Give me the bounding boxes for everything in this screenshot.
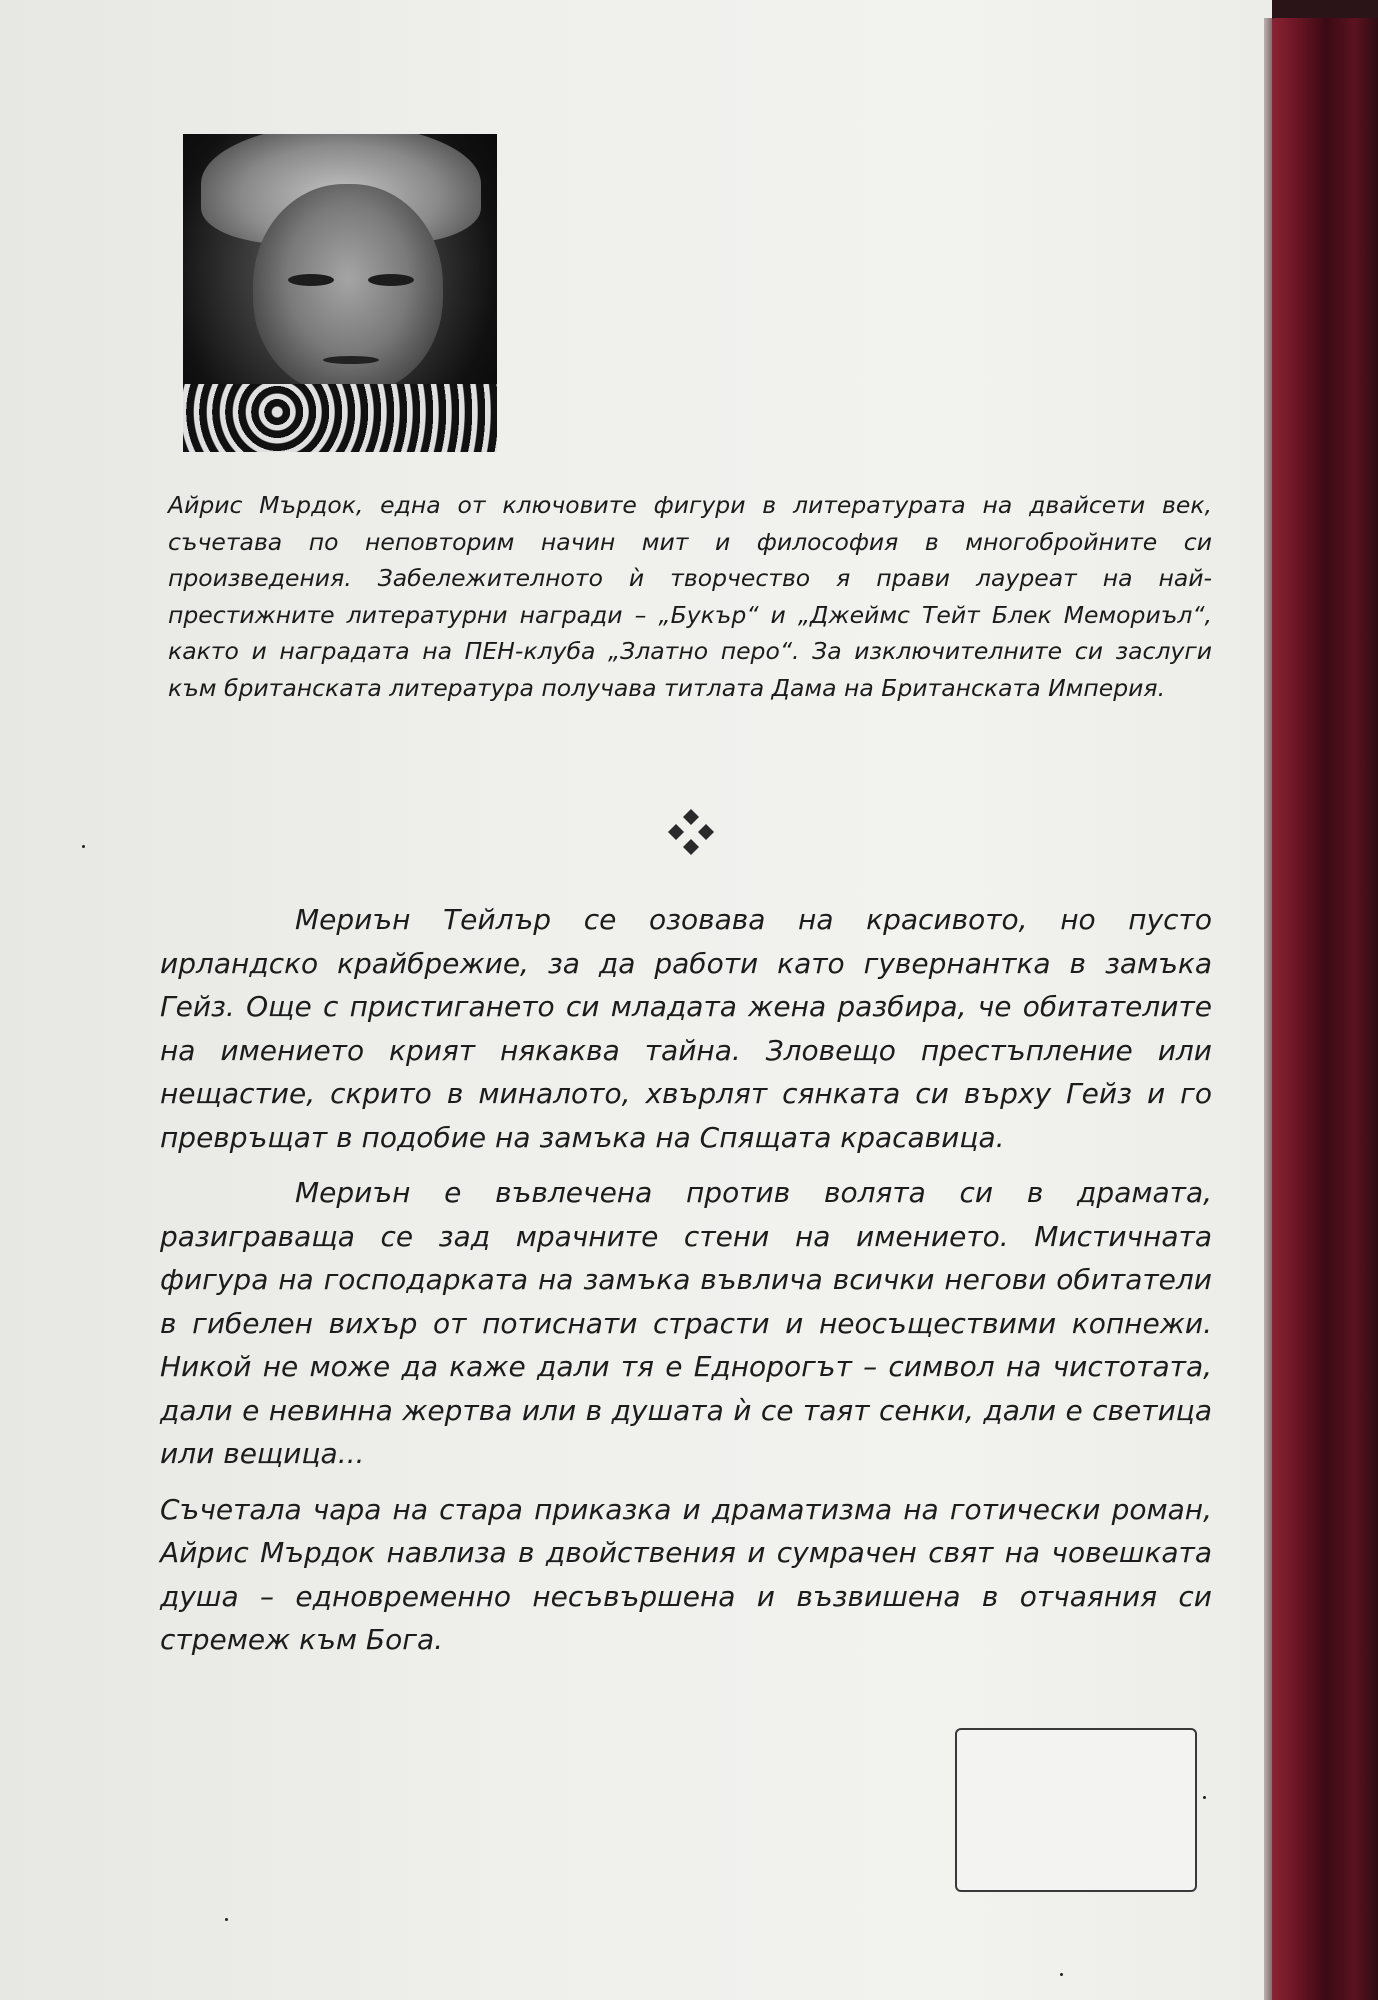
author-photo (183, 134, 497, 452)
author-photo-eye-left (288, 274, 334, 286)
dust-speck (225, 1918, 228, 1921)
summary-paragraph-1: Мериън Тейлър се озовава на красивото, но пусто ирландско крайбрежие, за да работи като гувернантка в замъка Гейз. Още с пристигането си младата жена разбира, че обитателите на имението крият някаква тайна. Зловещо престъпление или нещастие, скрито в миналото, хвърлят сянката си върху Гейз и го превръщат в подобие на замъка на Спящата красавица. (160, 903, 1212, 1154)
author-photo-collar (183, 384, 497, 452)
summary-paragraph-2: Мериън е въвлечена против волята си в драмата, разиграваща се зад мрачните стени на имението. Мистичната фигура на господарката на замъка въвлича всички негови обитатели в гибелен вихър от потиснати страсти и неосъществими копнежи. Никой не може да каже дали тя е Еднорогът – символ на чистотата, дали е невинна жертва или в душата ѝ се таят сенки, дали е светица или вещица... (160, 1176, 1212, 1470)
book-summary (160, 898, 1212, 1674)
author-photo-mouth (323, 356, 379, 364)
dust-speck (1203, 1796, 1206, 1799)
author-bio-end: . (1157, 673, 1166, 702)
author-bio (168, 487, 1212, 706)
ornament-diamond-bottom (683, 839, 699, 855)
dust-speck (82, 845, 85, 848)
author-bio-text: Айрис Мърдок, една от ключовите фигури в литературата на двайсети век, съчетава по неповторим начин мит и философия в многобройните си произведения. Забележителното ѝ творчество я прави лауреат на най-престижните литературни награди – „Букър“ и „Джеймс Тейт Блек Мемориъл“, както и наградата на ПЕН-клуба „Златно перо“. За изключителните си заслуги към британската литература получава титлата (168, 491, 1212, 702)
author-title: Дама на Британската Империя (771, 673, 1158, 702)
ornament-diamond-top (683, 809, 699, 825)
author-photo-eye-right (368, 274, 414, 286)
spine-edge (1264, 18, 1272, 2000)
ornament-diamond-center (686, 827, 696, 837)
book-spine (1262, 18, 1378, 2000)
ornament-diamond-left (668, 824, 684, 840)
barcode-sticker-area (955, 1728, 1197, 1892)
four-diamond-ornament-icon (664, 805, 718, 859)
summary-paragraph-3: Съчетала чара на стара приказка и драматизма на готически роман, Айрис Мърдок навлиза в двойствения и сумрачен свят на човешката душа – едновременно несъвършена и възвишена в отчаяния си стремеж към Бога. (160, 1492, 1212, 1656)
ornament-diamond-right (698, 824, 714, 840)
dust-speck (1060, 1973, 1063, 1976)
